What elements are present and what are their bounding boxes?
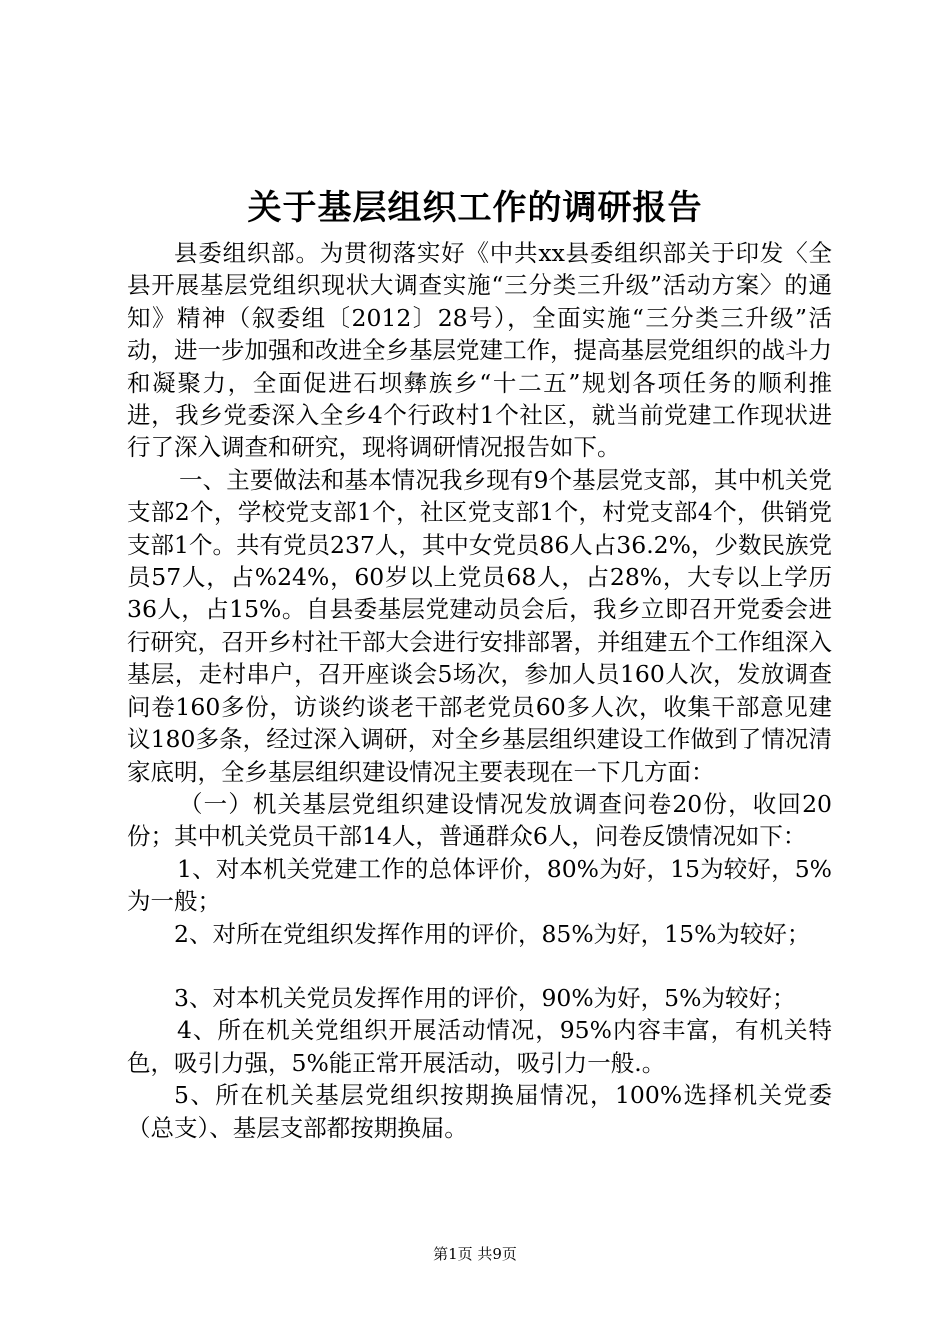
list-item: 4、所在机关党组织开展活动情况，95%内容丰富，有机关特色，吸引力强，5%能正常开展活动，吸引力一般.。 <box>127 1016 832 1077</box>
page-footer: 第1页 共9页 <box>433 1245 517 1263</box>
list-item: 2、对所在党组织发挥作用的评价，85%为好，15%为较好； <box>174 919 811 948</box>
list-item: 3、对本机关党员发挥作用的评价，90%为好，5%为较好； <box>174 983 796 1012</box>
list-item: 5、所在机关基层党组织按期换届情况，100%选择机关党委（总支）、基层支部都按期换届。 <box>127 1081 832 1142</box>
paragraph-intro: 县委组织部。为贯彻落实好《中共xx县委组织部关于印发〈全县开展基层党组织现状大调查实施“三分类三升级”活动方案〉的通知》精神（叙委组〔2012〕28号），全面实施“三分类三升级”活动，进一步加强和改进全乡基层党建工作，提高基层党组织的战斗力和凝聚力，全面促进石坝彝族乡“十二五”规划各项任务的顺利推进，我乡党委深入全乡4个行政村1个社区，就当前党建工作现状进行了深入调查和研究，现将调研情况报告如下。 <box>127 239 832 462</box>
paragraph-section-1: 一、主要做法和基本情况我乡现有9个基层党支部，其中机关党支部2个，学校党支部1个，社区党支部1个，村党支部4个，供销党支部1个。共有党员237人，其中女党员86人占36.2%，少数民族党员57人，占%24%，60岁以上党员68人，占28%，大专以上学历36人，占15%。自县委基层党建动员会后，我乡立即召开党委会进行研究，召开乡村社干部大会进行安排部署，并组建五个工作组深入基层，走村串户，召开座谈会5场次，参加人员160人次，发放调查问卷160多份，访谈约谈老干部老党员60多人次，收集干部意见建议180多条，经过深入调研，对全乡基层组织建设工作做到了情况清家底明，全乡基层组织建设情况主要表现在一下几方面： <box>127 465 832 786</box>
document-title: 关于基层组织工作的调研报告 <box>247 188 703 228</box>
paragraph-subsection-1: （一）机关基层党组织建设情况发放调查问卷20份，收回20份；其中机关党员干部14人，普通群众6人，问卷反馈情况如下： <box>127 789 832 851</box>
list-item: 1、对本机关党建工作的总体评价，80%为好，15为较好，5%为一般； <box>127 854 832 916</box>
document-body <box>127 237 832 1144</box>
